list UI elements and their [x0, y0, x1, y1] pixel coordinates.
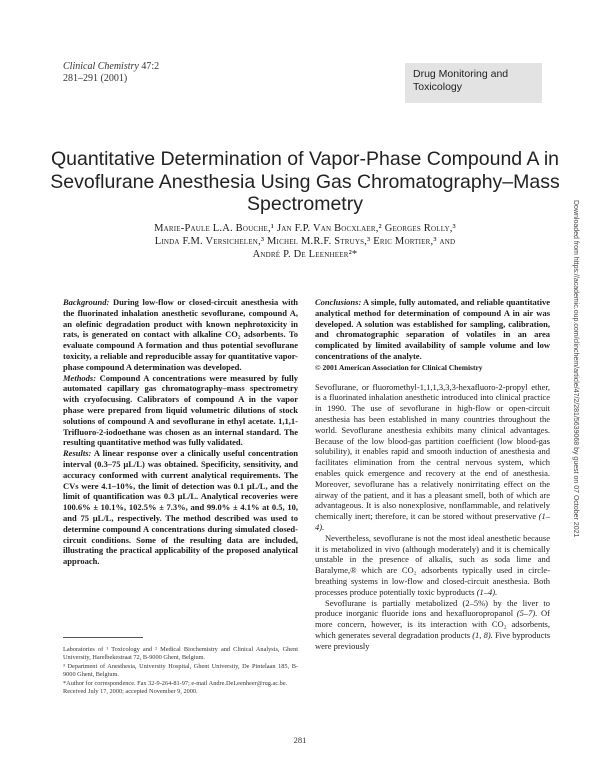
- footnote-affiliation-1: Laboratories of ¹ Toxicology and ² Medical Biochemistry and Clinical Analysis, Ghent University, Harelbekestraat 72, B-9000 Ghent, Belgium.: [63, 646, 298, 662]
- body-paragraph-3: [315, 598, 550, 652]
- download-watermark: Downloaded from https://academic.oup.com/clinchem/article/47/2/281/5639068 by guest on 07 October 2021: [572, 200, 579, 538]
- footnote-affiliation-2: ³ Department of Anesthesia, University Hospital, Ghent University, De Pintelaan 185, B-9000 Ghent, Belgium.: [63, 662, 298, 679]
- background-label: Background:: [63, 297, 110, 307]
- body-p2-text: Nevertheless, sevoflurane is not the most ideal anesthetic because it is metabolized in vivo (although moderately) and it is chemically unstable in the presence of alkalis, such as soda lime and Baralyme,® which are CO₂ adsorbents typically used in circle-breathing systems in low-flow and closed-circuit anesthesia. Both processes produce potentially toxic byproducts: [315, 532, 550, 597]
- results-text: A linear response over a clinically useful concentration interval (0.3–75 µL/L) was obtained. Specificity, sensitivity, and accuracy conformed with current analytical requirements. The CVs were 4.1–10%, the limit of detection was 0.1 µL/L, and the limit of quantification was 0.3 µL/L. Analytical recoveries were 100.6% ± 10.1%, 102.5% ± 7.3%, and 99.0% ± 4.1% at 0.5, 10, and 75 µL/L, respectively. The method described was used to determine compound A concentrations during simulated closed-circuit conditions. Some of the resulting data are included, illustrating the practical applicability of the proposed analytical approach.: [63, 448, 298, 567]
- results-label: Results:: [63, 448, 92, 459]
- body-p3-text-a: Sevoflurane is partially metabolized (2–5%) by the liver to produce inorganic fluoride ions and hexafluoropropanol: [315, 597, 550, 619]
- section-label: Drug Monitoring and Toxicology: [405, 63, 542, 103]
- journal-name: Clinical Chemistry: [63, 61, 139, 72]
- copyright-notice: © 2001 American Association for Clinical Chemistry: [315, 362, 483, 372]
- methods-label: Methods:: [63, 372, 97, 383]
- footnotes: [63, 646, 298, 696]
- footnote-received: Received July 17, 2000; accepted November 9, 2000.: [63, 688, 198, 696]
- authors-line-2: Linda F.M. Versichelen,³ Michel M.R.F. Struys,³ Eric Mortier,³ and: [154, 236, 456, 247]
- citation: (1, 8).: [472, 629, 493, 640]
- body-p3-text-c: Five byproducts were previously: [315, 629, 551, 651]
- journal-pages-year: 281–291 (2001): [63, 73, 128, 84]
- abstract-conclusions: [315, 297, 550, 362]
- citation: (1–4).: [476, 586, 498, 597]
- abstract-left-column: [63, 297, 298, 567]
- journal-volume: 47:2: [141, 61, 160, 72]
- article-title: Quantitative Determination of Vapor-Phase Compound A in Sevoflurane Anesthesia Using Gas Chromatography–Mass Spectrometry: [50, 148, 560, 215]
- footnote-correspondence: *Author for correspondence. Fax 32-9-264-81-97; e-mail Andre.DeLeenheer@rug.ac.be.: [63, 679, 288, 687]
- abstract-methods: [63, 373, 298, 449]
- body-p3-text-b: Of more concern, however, is its interaction with CO₂ adsorbents, which generates several degradation products: [315, 608, 550, 640]
- conclusions-text: A simple, fully automated, and reliable quantitative analytical method for determination of compound A in air was developed. A solution was established for sampling, calibration, and chromatographic separation of volatiles in an area complicated by limited availability of sample volume and low concentrations of the analyte.: [315, 297, 550, 361]
- footnote-divider: [63, 637, 143, 638]
- journal-citation: [63, 61, 159, 85]
- right-column: [315, 297, 550, 652]
- abstract-results: [63, 448, 298, 567]
- conclusions-label: Conclusions:: [315, 297, 362, 307]
- citation: (5–7).: [516, 608, 538, 619]
- body-paragraph-2: [315, 533, 550, 598]
- authors-line-1: Marie-Paule L.A. Bouche,¹ Jan F.P. Van Bocxlaer,² Georges Rolly,³: [154, 223, 456, 234]
- author-list: [40, 222, 570, 261]
- authors-line-3: André P. De Leenheer²*: [252, 249, 358, 260]
- body-p1-text: Sevoflurane, or fluoromethyl-1,1,1,3,3,3-hexafluoro-2-propyl ether, is a fluorinated inhalation anesthetic introduced into clinical practice in 1990. The use of sevoflurane in high-flow or open-circuit anesthesia has been established in many countries throughout the world. Sevoflurane anesthesia exhibits many clinical advantages. Because of the low blood-gas partition coefficient (low blood-gas solubility), it enables rapid and smooth induction of anesthesia and facilitates elimination from the central nervous system, which enables quick emergence and recovery at the end of anesthesia. Moreover, sevoflurane has a relatively nonirritating effect on the airway of the patient, and it has a pleasant smell, both of which are advantageous. It is also nonexplosive, nonflammable, and relatively chemically inert; therefore, it can be stored without preservative: [315, 381, 550, 522]
- background-text: During low-flow or closed-circuit anesthesia with the fluorinated inhalation anesthetic sevoflurane, compound A, an olefinic degradation product with known nephrotoxicity in rats, is generated on contact with alkaline CO₂ adsorbents. To evaluate compound A formation and thus potential sevoflurane toxicity, a reliable and reproducible assay for quantitative vapor-phase compound A determination was developed.: [63, 297, 298, 372]
- body-paragraph-1: [315, 382, 550, 533]
- page-number: 281: [293, 735, 307, 745]
- citation: (1–4).: [315, 511, 550, 532]
- abstract-background: [63, 297, 298, 373]
- methods-text: Compound A concentrations were measured by fully automated capillary gas chromatography–mass spectrometry with cryofocusing. Calibrators of compound A in the vapor phase were prepared from liquid volumetric dilutions of stock solutions of compound A and sevoflurane in ethyl acetate. 1,1,1-Trifluoro-2-iodoethane was chosen as an internal standard. The resulting quantitative method was fully validated.: [63, 372, 298, 448]
